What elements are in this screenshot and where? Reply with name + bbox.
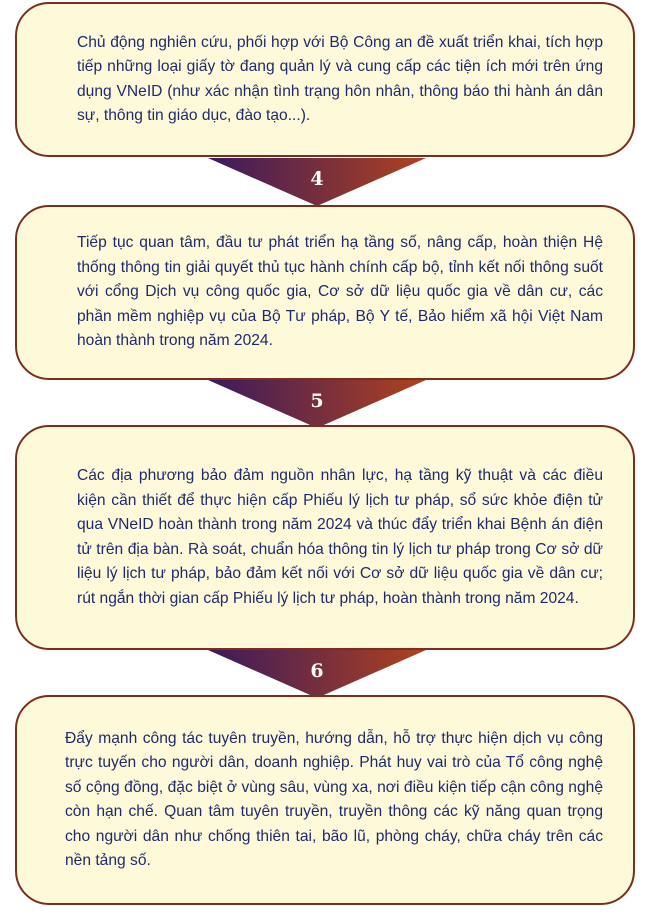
step-number-5: 5 bbox=[310, 390, 324, 412]
item-text-4: Đẩy mạnh công tác tuyên truyền, hướng dẫn, hỗ trợ thực hiện dịch vụ công trực tuyến cho người dân, doanh nghiệp. Phát huy vai trò của Tổ công nghệ số cộng đồng, đặc biệt ở vùng sâu, vùng xa, nơi điều kiện tiếp cận công nghệ còn hạn chế. Quan tâm tuyên truyền, truyền thông các kỹ năng quan trọng cho người dân như chống thiên tai, bão lũ, phòng cháy, chữa cháy trên các nền tảng số. bbox=[65, 729, 603, 869]
step-number-6: 6 bbox=[310, 660, 324, 682]
item-box-1 bbox=[15, 2, 635, 157]
item-box-3 bbox=[15, 425, 635, 650]
item-box-2 bbox=[15, 205, 635, 380]
item-text-2: Tiếp tục quan tâm, đầu tư phát triển hạ tầng số, nâng cấp, hoàn thiện Hệ thống thông tin giải quyết thủ tục hành chính cấp bộ, tỉnh kết nối thông suốt với cổng Dịch vụ công quốc gia, Cơ sở dữ liệu quốc gia về dân cư, các phần mềm nghiệp vụ của Bộ Tư pháp, Bộ Y tế, Bảo hiểm xã hội Việt Nam hoàn thành trong năm 2024. bbox=[77, 234, 603, 350]
item-box-4 bbox=[15, 695, 635, 905]
item-text-3: Các địa phương bảo đảm nguồn nhân lực, hạ tầng kỹ thuật và các điều kiện cần thiết để thực hiện cấp Phiếu lý lịch tư pháp, sổ sức khỏe điện tử qua VNeID hoàn thành trong năm 2024 và thúc đẩy triển khai Bệnh án điện tử trên địa bàn. Rà soát, chuẩn hóa thông tin lý lịch tư pháp trong Cơ sở dữ liệu lý lịch tư pháp, bảo đảm kết nối với Cơ sở dữ liệu quốc gia về dân cư; rút ngắn thời gian cấp Phiếu lý lịch tư pháp, hoàn thành trong năm 2024. bbox=[77, 467, 603, 607]
item-text-1: Chủ động nghiên cứu, phối hợp với Bộ Công an đề xuất triển khai, tích hợp tiếp những loại giấy tờ đang quản lý và cung cấp các tiện ích mới trên ứng dụng VNeID (như xác nhận tình trạng hôn nhân, thông báo thi hành án dân sự, thông tin giáo dục, đào tạo...). bbox=[77, 33, 603, 124]
step-number-4: 4 bbox=[310, 168, 324, 190]
